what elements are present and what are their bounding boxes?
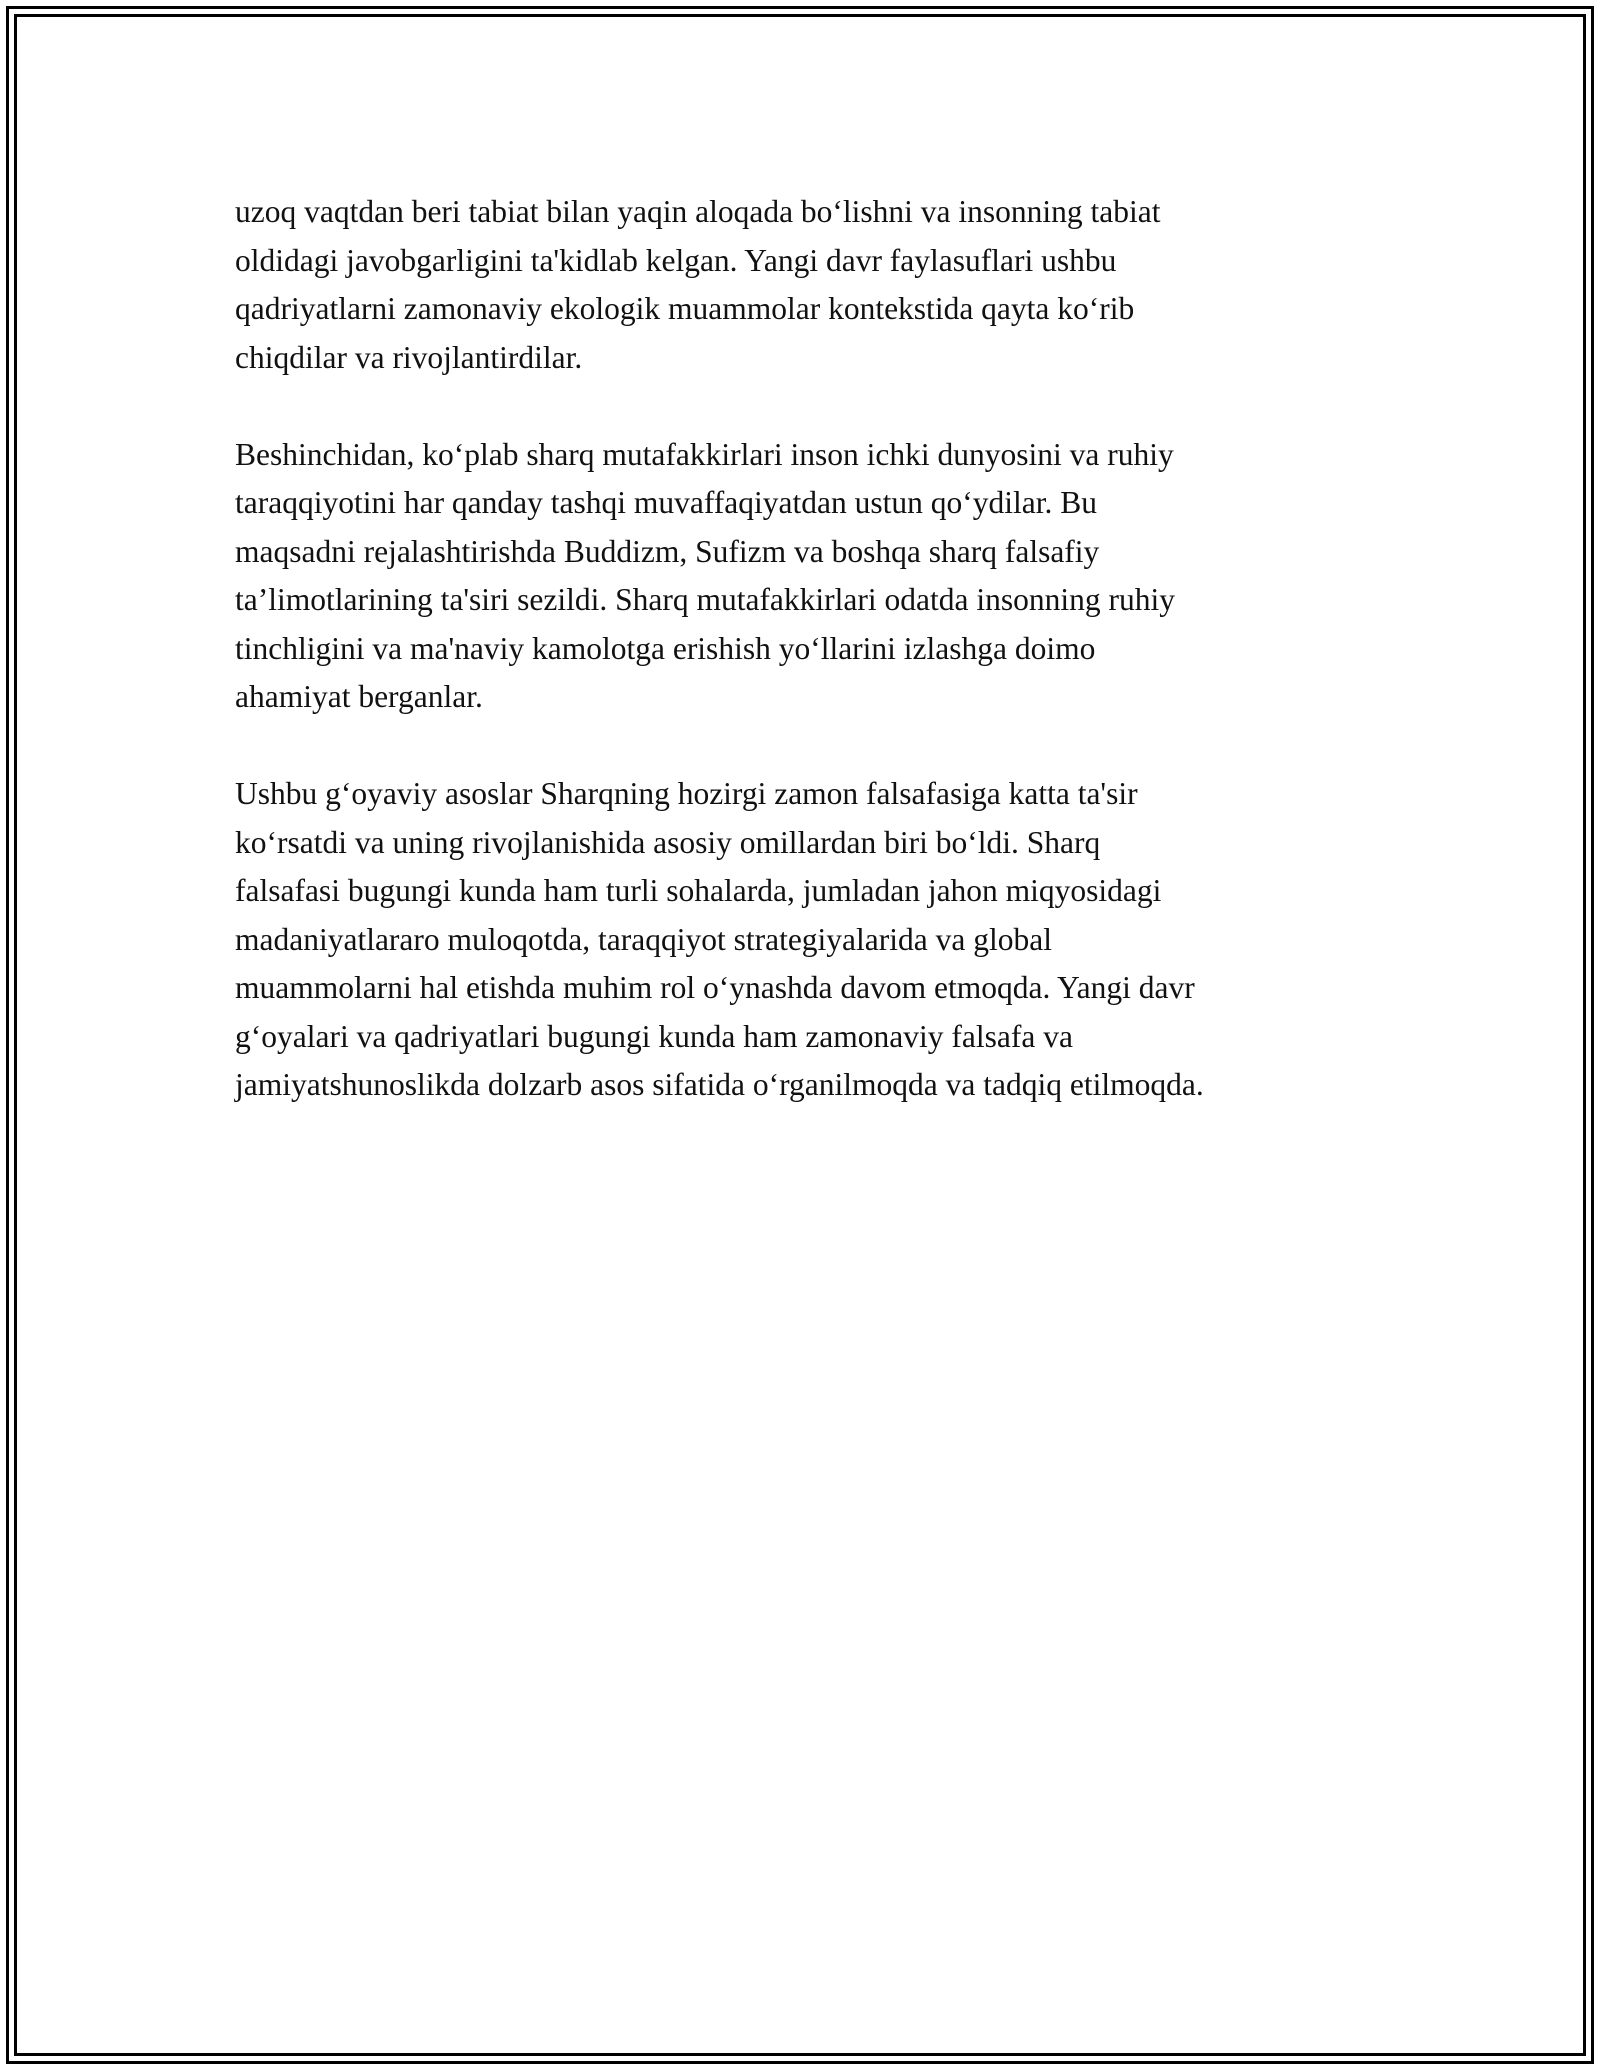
paragraph-1: uzoq vaqtdan beri tabiat bilan yaqin aloqada bo‘lishni va insonning tabiat oldidagi javobgarligini ta'kidlab kelgan. Yangi davr faylasuflari ushbu qadriyatlarni zamonaviy ekologik muammolar kontekstida qayta ko‘rib chiqdilar va rivojlantirdilar. <box>235 194 1161 375</box>
document-body <box>235 188 1385 1158</box>
paragraph-3: Ushbu g‘oyaviy asoslar Sharqning hozirgi zamon falsafasiga katta ta'sir ko‘rsatdi va uning rivojlanishida asosiy omillardan biri bo‘ldi. Sharq falsafasi bugungi kunda ham turli sohalarda, jumladan jahon miqyosidagi madaniyatlararo muloqotda, taraqqiyot strategiyalarida va global muammolarni hal etishda muhim rol o‘ynashda davom etmoqda. Yangi davr g‘oyalari va qadriyatlari bugungi kunda ham zamonaviy falsafa va jamiyatshunoslikda dolzarb asos sifatida o‘rganilmoqda va tadqiq etilmoqda. <box>235 776 1204 1102</box>
paragraph-2: Beshinchidan, ko‘plab sharq mutafakkirlari inson ichki dunyosini va ruhiy taraqqiyotini har qanday tashqi muvaffaqiyatdan ustun qo‘ydilar. Bu maqsadni rejalashtirishda Buddizm, Sufizm va boshqa sharq falsafiy ta’limotlarining ta'siri sezildi. Sharq mutafakkirlari odatda insonning ruhiy tinchligini va ma'naviy kamolotga erishish yo‘llarini izlashga doimo ahamiyat berganlar. <box>235 436 1175 714</box>
